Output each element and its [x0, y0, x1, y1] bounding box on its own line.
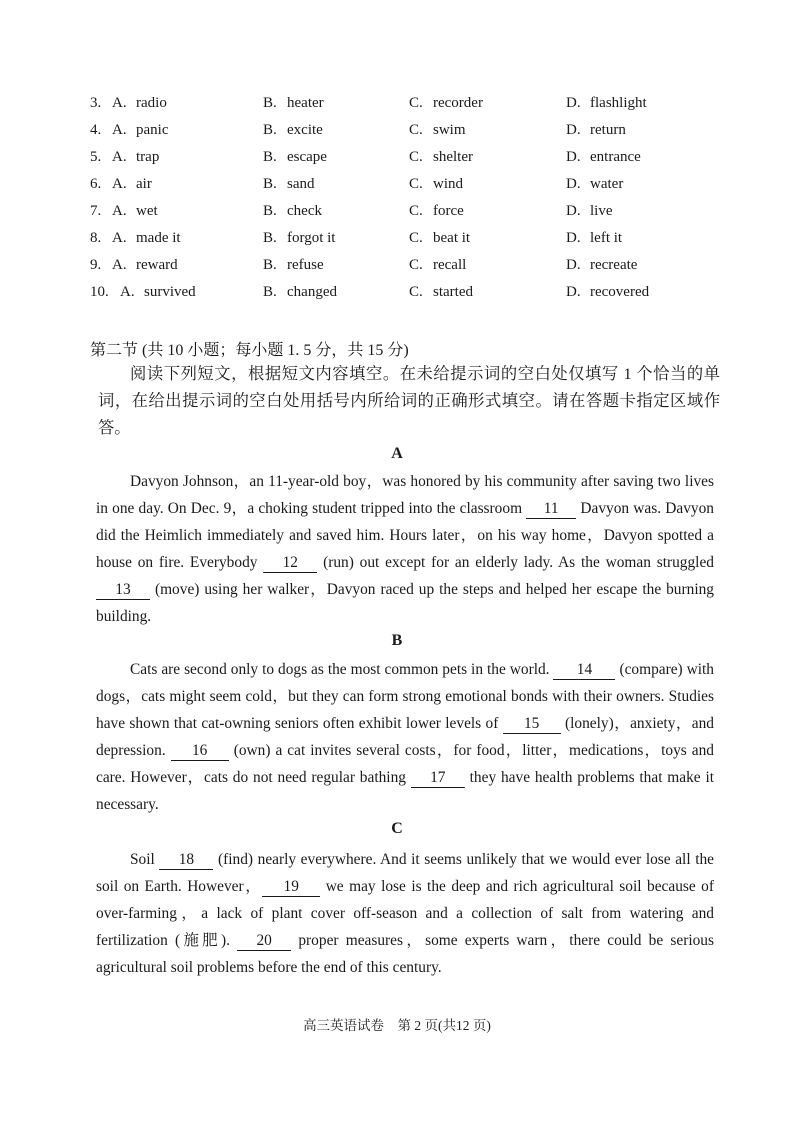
option-c: C. shelter	[409, 149, 473, 165]
option-a: A. trap	[112, 149, 160, 165]
option-b: B. changed	[263, 284, 337, 300]
option-c: C. recorder	[409, 95, 483, 111]
question-number: 6.	[90, 176, 102, 192]
question-number: 4.	[90, 122, 102, 138]
option-c: C. started	[409, 284, 473, 300]
option-d: D. live	[566, 203, 613, 219]
option-b: B. refuse	[263, 257, 324, 273]
question-row	[0, 230, 794, 257]
passage-a: Davyon Johnson，an 11-year-old boy，was honored by his community after saving two lives in one day. On Dec. 9，a choking student tripped into the classroom 11 Davyon was. Davyon did the Heimlich immediately and saved him. Hours later，on his way home，Davyon spotted a house on fire. Everybody 12 (run) out except for an elderly lady. As the woman struggled 13 (move) using her walker，Davyon raced up the steps and helped her escape the burning building.	[96, 473, 714, 626]
option-d: D. flashlight	[566, 95, 647, 111]
option-b: B. forgot it	[263, 230, 336, 246]
question-number: 8.	[90, 230, 102, 246]
option-a: A. survived	[120, 284, 196, 300]
option-a: A. wet	[112, 203, 158, 219]
blank-14: 14	[553, 661, 615, 680]
option-b: B. heater	[263, 95, 324, 111]
option-d: D. left it	[566, 230, 623, 246]
option-c: C. beat it	[409, 230, 471, 246]
option-d: D. recovered	[566, 284, 650, 300]
option-a: A. made it	[112, 230, 181, 246]
option-a: A. panic	[112, 122, 169, 138]
section-heading: 第二节 (共 10 小题；每小题 1. 5 分，共 15 分)	[90, 342, 409, 359]
question-number: 7.	[90, 203, 102, 219]
option-d: D. return	[566, 122, 626, 138]
option-c: C. wind	[409, 176, 463, 192]
option-d: D. recreate	[566, 257, 638, 273]
question-number: 5.	[90, 149, 102, 165]
option-b: B. sand	[263, 176, 315, 192]
question-row	[0, 149, 794, 176]
passage-c: Soil 18 (find) nearly everywhere. And it seems unlikely that we would ever lose all the soil on Earth. However， 19 we may lose is the deep and rich agricultural soil because of over-farming，a lack of plant cover off-season and a collection of salt from watering and fertilization (施肥). 20 proper measures，some experts warn，there could be serious agricultural soil problems before the end of this century.	[96, 851, 714, 977]
question-row	[0, 257, 794, 284]
blank-15: 15	[503, 715, 561, 734]
question-row	[0, 95, 794, 122]
page-footer: 高三英语试卷 第 2 页(共12 页)	[303, 1018, 491, 1033]
passage-b-label: B	[391, 632, 403, 649]
option-d: D. entrance	[566, 149, 641, 165]
question-number: 9.	[90, 257, 102, 273]
blank-11: 11	[526, 500, 576, 519]
question-row	[0, 284, 794, 311]
passage-a-label: A	[391, 445, 403, 462]
blank-18: 18	[159, 851, 213, 870]
option-a: A. radio	[112, 95, 167, 111]
option-d: D. water	[566, 176, 624, 192]
option-b: B. escape	[263, 149, 327, 165]
blank-19: 19	[262, 878, 320, 897]
question-row	[0, 203, 794, 230]
question-number: 3.	[90, 95, 102, 111]
option-c: C. force	[409, 203, 464, 219]
instructions: 阅读下列短文，根据短文内容填空。在未给提示词的空白处仅填写 1 个恰当的单词，在给出提示词的空白处用括号内所给词的正确形式填空。请在答题卡指定区域作答。	[98, 364, 720, 437]
option-a: A. air	[112, 176, 152, 192]
option-b: B. check	[263, 203, 322, 219]
blank-17: 17	[411, 769, 465, 788]
blank-16: 16	[171, 742, 229, 761]
blank-20: 20	[237, 932, 291, 951]
question-row	[0, 122, 794, 149]
blank-13: 13	[96, 581, 150, 600]
option-c: C. swim	[409, 122, 466, 138]
passage-c-label: C	[391, 820, 403, 837]
blank-12: 12	[263, 554, 317, 573]
option-a: A. reward	[112, 257, 178, 273]
question-row	[0, 176, 794, 203]
question-number: 10.	[90, 284, 109, 300]
passage-b: Cats are second only to dogs as the most common pets in the world. 14 (compare) with dogs，cats might seem cold，but they can form strong emotional bonds with their owners. Studies have shown that cat-owning seniors often exhibit lower levels of 15 (lonely)，anxiety，and depression. 16 (own) a cat invites several costs，for food，litter，medications，toys and care. However，cats do not need regular bathing 17 they have health problems that make it necessary.	[96, 661, 715, 814]
option-b: B. excite	[263, 122, 323, 138]
option-c: C. recall	[409, 257, 467, 273]
